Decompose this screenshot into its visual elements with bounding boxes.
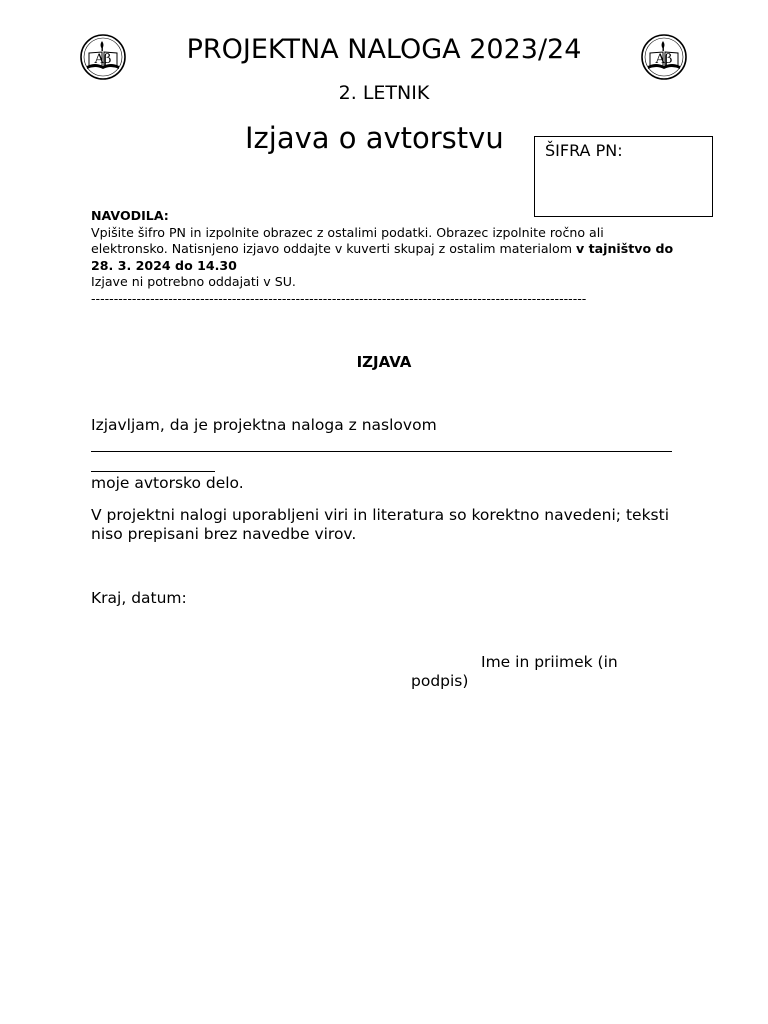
instructions-text-1: Vpišite šifro PN in izpolnite obrazec z ostalimi podatki. Obrazec izpolnite ročno ali elektronsko. Natisnjeno izjavo oddajte v kuverti skupaj z ostalim materialom: [91, 224, 604, 257]
document-subtitle: 2. LETNIK: [338, 82, 430, 104]
instructions-label: NAVODILA:: [91, 208, 169, 223]
instructions-note: Izjave ni potrebno oddajati v SU.: [91, 274, 296, 290]
instructions-deadline: v tajništvo do 28. 3. 2024 do 14.30: [91, 241, 674, 273]
title-fill-line-short[interactable]: [91, 471, 215, 472]
logo-letters: Aβ: [94, 52, 112, 67]
signature-label-1: Ime in priimek (in: [481, 653, 618, 671]
document-heading: Izjava o avtorstvu: [245, 121, 504, 155]
title-fill-line[interactable]: [91, 451, 672, 452]
instructions-block: [91, 208, 681, 291]
statement-line-2: moje avtorsko delo.: [91, 474, 244, 492]
statement-title: IZJAVA: [356, 353, 412, 371]
statement-line-1: Izjavljam, da je projektna naloga z naslovom: [91, 416, 437, 434]
document-title: PROJEKTNA NALOGA 2023/24: [186, 34, 582, 65]
code-field-label: ŠIFRA PN:: [545, 141, 623, 160]
instructions-text: [91, 225, 681, 275]
statement-line-3: V projektni nalogi uporabljeni viri in literatura so korektno navedeni; teksti niso prepisani brez navedbe virov.: [91, 506, 670, 543]
place-date-label: Kraj, datum:: [91, 589, 187, 607]
separator-line: -------------------------------------------------------------------------------------------------------------: [91, 291, 587, 306]
logo-letters: Aβ: [655, 52, 673, 67]
code-field-box[interactable]: [534, 136, 713, 217]
signature-label-2: podpis): [411, 672, 469, 690]
